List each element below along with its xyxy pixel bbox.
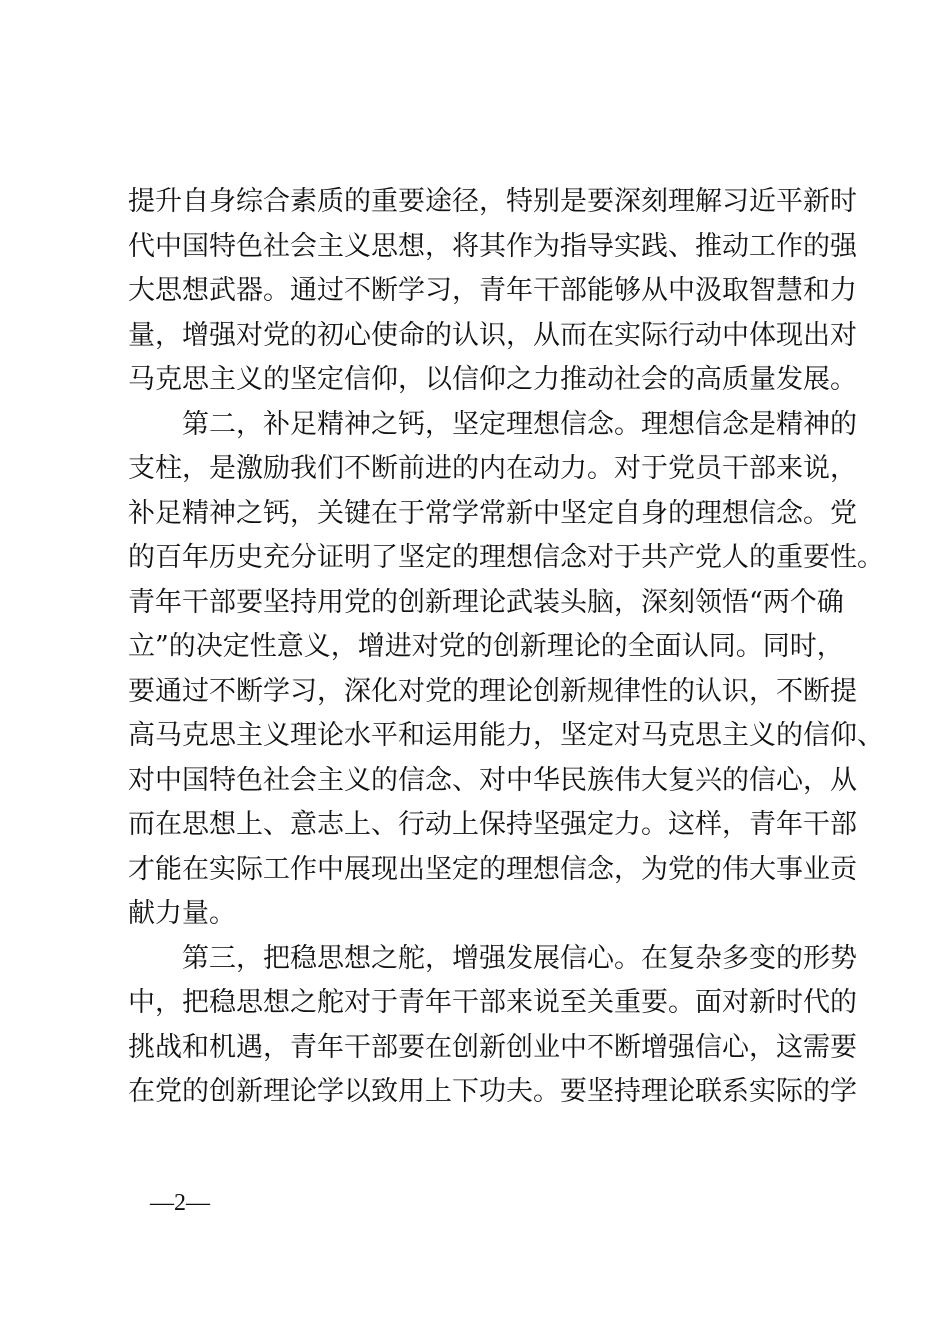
- body-text: [128, 180, 884, 1115]
- text-line: 第三，把稳思想之舵，增强发展信心。在复杂多变的形势: [128, 942, 857, 974]
- text-line: 在党的创新理论学以致用上下功夫。要坚持理论联系实际的学: [128, 1076, 857, 1107]
- text-line: 代中国特色社会主义思想，将其作为指导实践、推动工作的强: [128, 230, 857, 262]
- text-line: 提升自身综合素质的重要途径，特别是要深刻理解习近平新时: [128, 186, 857, 217]
- text-line: 高马克思主义理论水平和运用能力，坚定对马克思主义的信仰、: [128, 720, 884, 751]
- text-line: 马克思主义的坚定信仰，以信仰之力推动社会的高质量发展。: [128, 364, 857, 395]
- text-line: 青年干部要坚持用党的创新理论武装头脑，深刻领悟“两个确: [128, 586, 844, 618]
- page-number: —2—: [150, 1190, 210, 1216]
- text-line: 支柱，是激励我们不断前进的内在动力。对于党员干部来说，: [128, 453, 857, 484]
- text-line: 补足精神之钙，关键在于常学常新中坚定自身的理想信念。党: [128, 497, 857, 529]
- text-line: 第二，补足精神之钙，坚定理想信念。理想信念是精神的: [128, 408, 857, 440]
- text-line: 献力量。: [128, 898, 236, 929]
- text-line: 要通过不断学习，深化对党的理论创新规律性的认识，不断提: [128, 675, 857, 707]
- text-line: 而在思想上、意志上、行动上保持坚强定力。这样，青年干部: [128, 809, 857, 840]
- text-line: 大思想武器。通过不断学习，青年干部能够从中汲取智慧和力: [128, 275, 857, 306]
- text-line: 对中国特色社会主义的信念、对中华民族伟大复兴的信心，从: [128, 764, 857, 796]
- text-line: 量，增强对党的初心使命的认识，从而在实际行动中体现出对: [128, 319, 857, 351]
- text-line: 中，把稳思想之舵对于青年干部来说至关重要。面对新时代的: [128, 987, 857, 1018]
- text-line: 立”的决定性意义，增进对党的创新理论的全面认同。同时，: [128, 631, 844, 662]
- text-line: 挑战和机遇，青年干部要在创新创业中不断增强信心，这需要: [128, 1031, 857, 1063]
- text-line: 的百年历史充分证明了坚定的理想信念对于共产党人的重要性。: [128, 542, 884, 573]
- text-line: 才能在实际工作中展现出坚定的理想信念，为党的伟大事业贡: [128, 853, 857, 885]
